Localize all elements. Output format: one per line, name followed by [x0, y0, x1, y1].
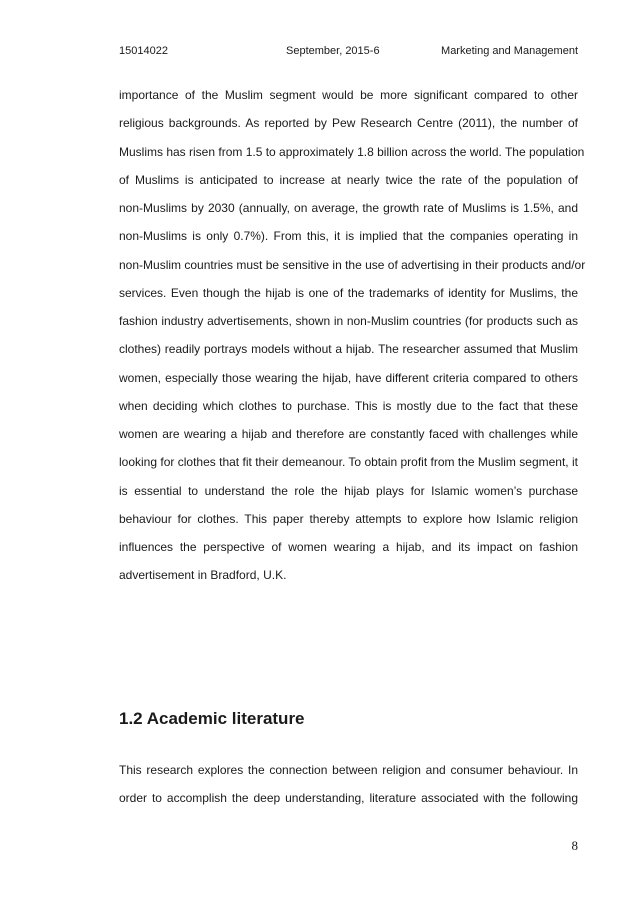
paragraph-line: women are wearing a hijab and therefore are constantly faced with challenges while [119, 427, 578, 441]
body-paragraph [119, 85, 586, 594]
section-line: order to accomplish the deep understanding, literature associated with the following [119, 791, 578, 806]
section-line: This research explores the connection between religion and consumer behaviour. In [119, 763, 578, 777]
paragraph-line: non-Muslims by 2030 (annually, on average, the growth rate of Muslims is 1.5%, and [119, 201, 578, 215]
paragraph-line: women, especially those wearing the hijab, have different criteria compared to others [119, 370, 578, 385]
paragraph-line: services. Even though the hijab is one of the trademarks of identity for Muslims, the [119, 285, 578, 300]
paragraph-line: clothes) readily portrays models without a hijab. The researcher assumed that Muslim [119, 342, 578, 357]
paragraph-line: when deciding which clothes to purchase. This is mostly due to the fact that these [119, 398, 578, 413]
paragraph-line: looking for clothes that fit their demeanour. To obtain profit from the Muslim segment, it [119, 455, 578, 470]
paragraph-line: non-Muslim countries must be sensitive in the use of advertising in their products and/or [119, 257, 586, 272]
paragraph-line: Muslims has risen from 1.5 to approximately 1.8 billion across the world. The population [119, 144, 585, 159]
page-header [119, 43, 578, 59]
page-number: 8 [571, 838, 578, 853]
paragraph-line: behaviour for clothes. This paper thereby attempts to explore how Islamic religion [119, 511, 578, 526]
section-heading: 1.2 Academic literature [119, 709, 305, 728]
paragraph-line: advertisement in Bradford, U.K. [119, 568, 287, 583]
paragraph-line: religious backgrounds. As reported by Pew Research Centre (2011), the number of [119, 116, 578, 131]
section-paragraph [119, 760, 578, 817]
paragraph-line: non-Muslims is only 0.7%). From this, it is implied that the companies operating in [119, 229, 578, 244]
paragraph-line: fashion industry advertisements, shown in non-Muslim countries (for products such as [119, 314, 578, 328]
paragraph-line: influences the perspective of women wearing a hijab, and its impact on fashion [119, 540, 578, 554]
paragraph-line: is essential to understand the role the hijab plays for Islamic women’s purchase [119, 483, 578, 498]
paragraph-line: importance of the Muslim segment would be more significant compared to other [119, 88, 578, 102]
header-date: September, 2015-6 [286, 45, 380, 57]
header-subject: Marketing and Management [441, 45, 578, 57]
header-student-id: 15014022 [119, 45, 168, 57]
paragraph-line: of Muslims is anticipated to increase at nearly twice the rate of the population of [119, 172, 578, 187]
